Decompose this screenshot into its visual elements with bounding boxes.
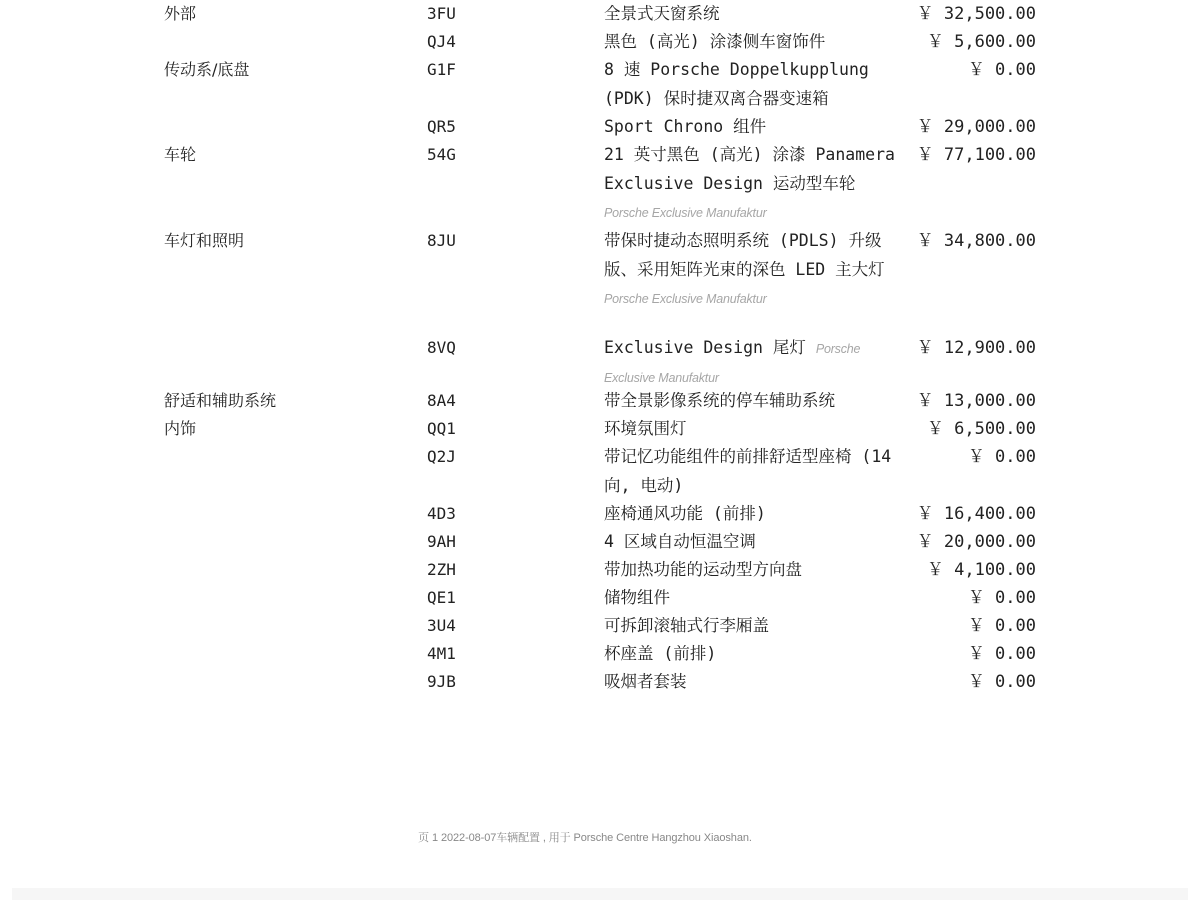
option-description-text: 带加热功能的运动型方向盘 (604, 560, 802, 579)
option-description-text: 全景式天窗系统 (604, 4, 720, 23)
page-footer: 页 1 2022-08-07车辆配置 , 用于 Porsche Centre Hangzhou Xiaoshan. (418, 832, 752, 844)
option-description (604, 668, 904, 697)
option-code: 9AH (427, 532, 456, 551)
option-price: ￥ 0.00 (967, 60, 1036, 80)
option-description-text: 座椅通风功能 (前排) (604, 504, 766, 523)
option-code: 3FU (427, 4, 456, 23)
option-price: ￥ 0.00 (967, 447, 1036, 467)
option-code: QE1 (427, 588, 456, 607)
option-price: ￥ 0.00 (967, 644, 1036, 664)
option-price: ￥ 4,100.00 (926, 560, 1036, 580)
option-code: 8VQ (427, 338, 456, 357)
option-price: ￥ 0.00 (967, 672, 1036, 692)
option-description (604, 443, 904, 500)
option-description-text: 4 区域自动恒温空调 (604, 532, 756, 551)
option-description (604, 0, 904, 29)
option-category: 车轮 (164, 145, 197, 164)
option-description-text: 吸烟者套装 (604, 672, 687, 691)
option-code: 9JB (427, 672, 456, 691)
option-price: ￥ 6,500.00 (926, 419, 1036, 439)
option-description (604, 584, 904, 613)
option-description (604, 56, 904, 113)
option-description (604, 556, 904, 585)
option-description-text: Sport Chrono 组件 (604, 117, 767, 136)
option-description-text: 8 速 Porsche Doppelkupplung (PDK) 保时捷双离合器变速箱 (604, 60, 869, 108)
option-price: ￥ 77,100.00 (916, 145, 1036, 165)
option-description-text: 储物组件 (604, 588, 670, 607)
option-category: 传动系/底盘 (164, 60, 250, 79)
option-description-text: Exclusive Design 尾灯 (604, 338, 806, 357)
option-price: ￥ 12,900.00 (916, 338, 1036, 358)
option-code: 4D3 (427, 504, 456, 523)
option-code: 2ZH (427, 560, 456, 579)
option-code: 4M1 (427, 644, 456, 663)
option-category: 内饰 (164, 419, 197, 438)
option-code: Q2J (427, 447, 456, 466)
option-code: QR5 (427, 117, 456, 136)
option-code: 8A4 (427, 391, 456, 410)
option-manufacturer-note: Porsche Exclusive Manufaktur (604, 206, 767, 220)
option-description (604, 113, 904, 142)
option-code: QQ1 (427, 419, 456, 438)
option-manufacturer-note: Porsche Exclusive Manufaktur (604, 292, 767, 306)
option-description (604, 141, 904, 227)
option-code: QJ4 (427, 32, 456, 51)
option-description (604, 612, 904, 641)
option-price: ￥ 13,000.00 (916, 391, 1036, 411)
option-description-text: 黑色 (高光) 涂漆侧车窗饰件 (604, 32, 826, 51)
option-category: 舒适和辅助系统 (164, 391, 277, 410)
option-description (604, 28, 904, 57)
option-price: ￥ 0.00 (967, 616, 1036, 636)
option-description (604, 640, 904, 669)
option-price: ￥ 16,400.00 (916, 504, 1036, 524)
option-category: 车灯和照明 (164, 231, 245, 250)
page-bottom-edge (12, 888, 1188, 900)
option-price: ￥ 20,000.00 (916, 532, 1036, 552)
option-code: G1F (427, 60, 456, 79)
option-code: 54G (427, 145, 456, 164)
option-description (604, 528, 904, 557)
option-description-text: 杯座盖 (前排) (604, 644, 717, 663)
option-code: 8JU (427, 231, 456, 250)
option-price: ￥ 0.00 (967, 588, 1036, 608)
option-price: ￥ 32,500.00 (916, 4, 1036, 24)
option-description (604, 387, 904, 416)
option-price: ￥ 29,000.00 (916, 117, 1036, 137)
option-category: 外部 (164, 4, 197, 23)
option-price: ￥ 34,800.00 (916, 231, 1036, 251)
option-description-text: 21 英寸黑色 (高光) 涂漆 Panamera Exclusive Design 运动型车轮 (604, 145, 895, 193)
option-description-text: 可拆卸滚轴式行李厢盖 (604, 616, 769, 635)
option-manufacturer-note: Porsche Exclusive Manufaktur (604, 342, 861, 385)
option-description-text: 带保时捷动态照明系统 (PDLS) 升级版、采用矩阵光束的深色 LED 主大灯 (604, 231, 885, 279)
option-description (604, 415, 904, 444)
option-description (604, 500, 904, 529)
option-description-text: 带记忆功能组件的前排舒适型座椅 (14 向, 电动) (604, 447, 892, 495)
option-description-text: 环境氛围灯 (604, 419, 687, 438)
option-description (604, 227, 904, 313)
option-code: 3U4 (427, 616, 456, 635)
option-description (604, 334, 904, 391)
option-price: ￥ 5,600.00 (926, 32, 1036, 52)
option-description-text: 带全景影像系统的停车辅助系统 (604, 391, 835, 410)
